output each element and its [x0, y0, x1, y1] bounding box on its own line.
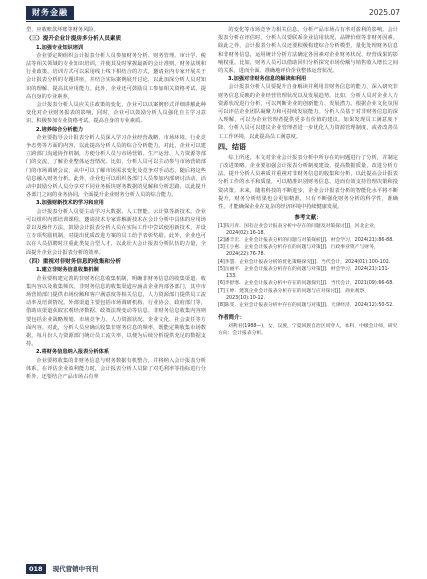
paragraph: 会计报表分析人员要提升自身解读并利用非财务信息的能力，深入研究非财务信息反映的企业经营管理状况以及发展趋势。比如，分析人员对企业人力资源状况进行分析，可以判断企业的创新能力、发展潜力。根据企业文化氛围可以评估企业团队凝聚力和可持续发展能力。分析人员基于对非财务信息的深入理解，可以为企业管理者提供更多有价值的建议。如果发现员工满意度下降，分析人员可以建议企业管理者进一步优化人力资源管理制度，或者改善员工工作环境，以此提高员工满意度。 — [218, 84, 398, 140]
references-title: 参考文献： — [294, 215, 322, 222]
reference-item: [8]陈雯．企业会计报表分析中存在的问题与对策[J]．天津经济，2024(12):50-52. — [218, 302, 394, 308]
page-footer — [26, 556, 226, 573]
left-column — [26, 26, 206, 544]
paragraph: 会计报表分析人员要主动学习大数据、人工智能、云计算等新技术。企业可以组织内部培训课程，邀请技术专家讲解新技术在会计分析中具体的应用场景以及操作方法，鼓励会计报表分析人员在实际工作中尝试使用新技术，并设立专项奖励机制，对提出优质改进方案的员工给予表彰奖励。此外，企业也可以在人员招聘时注重此类复合型人才，以此壮大会计报表分析队伍的力量，全面提升企业会计报表分析的效率。 — [26, 208, 206, 256]
page-number: 018 — [26, 564, 46, 574]
reference-item: [6]李舒寒．企业会计报表分析中存在的问题探究[J]．当代会计，2021(09):66-68. — [218, 281, 394, 287]
journal-name: 现代营销中刊刊 — [52, 565, 99, 573]
reference-item: [5]岳丽平．企业会计报表分析存在的问题与对策[J]．财会学习，2024(21):131-133. — [218, 266, 390, 280]
reference-item: [7]王婷．建筑企业会计报表分析存在的问题与应对探讨[J]．商业观察，2023(10):10-12. — [218, 288, 370, 301]
sub-subsection-heading: 1.加强专业知识培训 — [36, 44, 84, 51]
section-tag: 财务金融 — [26, 6, 74, 20]
page-header — [26, 6, 400, 21]
paragraph: 综上所述，本文对企业会计报表分析中所存在的问题进行了分析，并制定了改进策略。企业要加强会计报表分析制度建设，提高数据质量，改进分析方法，提升分析人员素质并重视对非财务信息的收集和分析，以此提高会计报表分析工作的水平和质量，可以精准识别财务信息，进而有效支持管理决策和投资决策。未来，随着科技的不断进步，企业会计报表分析的智能化水平将不断提升，财务分析结果也会更加精准，只有不断强化财务分析的科学性，准确性，才能确保企业在复杂的经济环境中持续健康发展。 — [218, 154, 398, 211]
reference-item: [4]李慧．企业会计报表分析的优化策略探究[J]．当代会计，2024(01):100-102. — [218, 259, 391, 265]
paragraph: 会计报表分析人员应关注政策的变化，企业可以以案例形式详细讲解此种变化对企业财务报表的影响，同时，企业可以鼓励分析人员强化自主学习意识，积极参加专业资格考试，提高自身的专业素质。 — [26, 102, 206, 125]
subsection-heading: （三）提升企业计提房多分析人员素质 — [26, 36, 122, 43]
author-bio-title: 作者简介： — [218, 315, 245, 322]
right-column-body — [218, 26, 398, 211]
header-divider — [26, 21, 400, 22]
subsection-heading: （四）重视对非财务信息的收集和分析 — [26, 258, 122, 265]
author-bio: 刘利君(1988—)，女，汉族，宁夏回族自治区同穿人，本科，中级会计师，研究方向：会计报表分析。 — [218, 323, 398, 336]
sub-subsection-heading: 3.加强对非财务信息的解读和利用 — [228, 76, 307, 83]
paragraph: 企业要构建完善的非财务信息收集机制，明确非财务信息的收集渠道、收集内容以及收集频次。非财务信息的收集渠道应涵盖企业内部各部门，其中市场营销部门提供市场份额和客户满意度等相关信息，人力资源部门提供员工流动率及培训情况。外部渠道主要包括市场调研机构、行业协会、政府部门等，借助该渠道获取宏观经济数据、政策法规变动等信息。非财务信息收集内容则要包括企业战略规划、市场竞争力、人力资源状况、企业文化、社会责任等方面内容。对此，分析人员应确认收集非财务信息的频率，既能定期收集市场数据，每月份人力资源部门统计员工流失率，以便为后续分析提供充足的数据支持。 — [26, 275, 206, 348]
references-list — [218, 223, 398, 309]
paragraph: 企业要将收集的非财务信息与财务数据有机整合，并将纳入会计报表分析体系。在评估企业盈利能力时，会计报表分析人员除了对毛利率等指标进行分析外，还要结合产品市场占有率 — [26, 357, 206, 380]
paragraph: 企业要定期组织会计报表分析人员参加财务分析、财务管理、审计学、税法等相关领域的专业知识培训，并使其及时掌握最新的会计准则、财务法规和行业政策。培训方式可以采用线上线下相结合的方式，邀请业内专家开展关于会计报表分析的专题讲座，并结合实际案例展开讨论，以此加深分析人员对知识的理解，提高其应用能力。此外，企业还可鼓励员工参加相关资格考试，提高自身的专业素养。 — [26, 52, 206, 100]
reference-item: [2]潘丰宏．企业会计报表分析的问题与对策探析[J]．财会学习，2024(21):86-88. — [218, 238, 394, 244]
sub-subsection-heading: 1.建立非财务信息收集机制 — [36, 267, 99, 274]
paragraph: 型，应收账款坏账等财务风险。 — [26, 27, 99, 33]
paragraph: 的变化等市场竞争力相关信息，分析产品市场占有率对盈利的影响。会计报表分析在评估时，分析人员要联系企业信用状况，品牌价值等非财务因素。除此之外，会计报表分析人员还要积极构建综合分析模型，量化处理财务信息和非财务信息，运用统计分析方法确定各因素对企业财务状况、经营成果的影响权重。比如，财务人员可以借助回归分析探究市场份额与销售收入增长之间的关系，进而全面、准确地评价企业整体运营状况。 — [218, 27, 398, 75]
sub-subsection-heading: 3.加强财新技术的学习和应用 — [36, 200, 104, 207]
sub-subsection-heading: 2.将财务信息纳入报表分析体系 — [36, 349, 110, 356]
paragraph: 企业要指导会计报表分析人员深入学习企业经营战略、市场环境、行业竞争态势等方面的内容，以此提高分析人员的综合分析能力。对此，企业可以建立跨部门沟通协作机制，方便分析人员与市场营销、生产运营、人力资源等部门的交流，了解企业整体运营情况。比如，分析人员可以主动参与市场营销部门的市场调研会议，从中可以了解市场需求变化及竞争对手动态，随后将这些信息融入财务分析。此外，企业也可以组织各部门人员参加内部研讨活动，活动中鼓励分析人员分享对不同业务板块财务数据的见解和分析思路，以此提升各部门之间的业务协同，全面提升企业财务分析人员的综合能力。 — [26, 134, 206, 199]
sub-subsection-heading: 2.培养综合分析能力 — [36, 126, 84, 133]
reference-item: [3]王小惠．企业会计报表分析存在的问题与对策[J]．行政事业资产与财务，2024(22):76-78. — [218, 245, 379, 258]
reference-item: [1]钱月青．国有企业会计报表分析中存在的问题及对策探讨[J]．河北企业，2024(02):16-18. — [218, 223, 379, 236]
issue-date: 2025.07 — [368, 8, 400, 17]
right-column — [218, 26, 398, 544]
section-heading: 四、结语 — [218, 142, 246, 151]
